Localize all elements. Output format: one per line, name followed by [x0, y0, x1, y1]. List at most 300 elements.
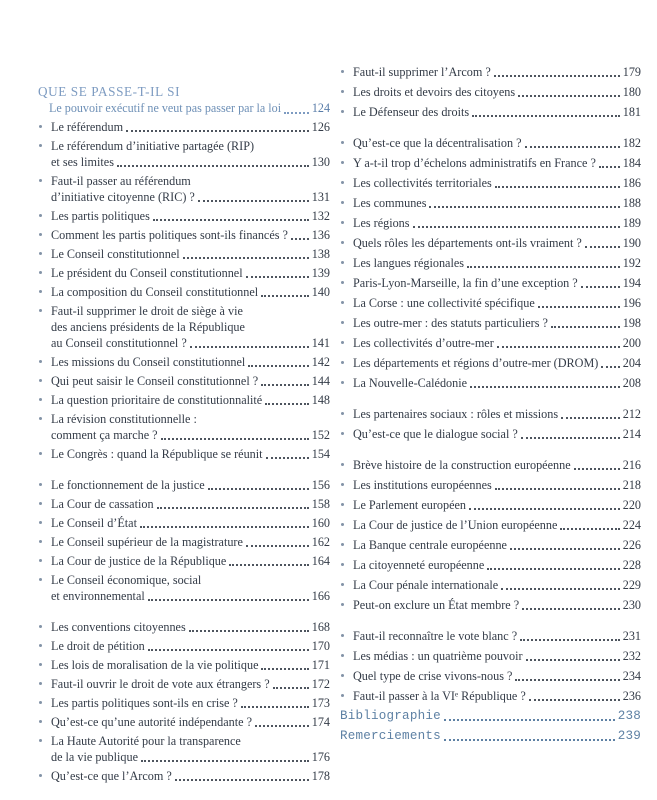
entry-title: Le Congrès : quand la République se réunit: [51, 447, 263, 461]
dot-leader: [515, 679, 619, 681]
toc-entry: [38, 572, 330, 604]
toc-column-right: [340, 0, 641, 748]
dot-leader: [601, 366, 619, 368]
toc-entry: [38, 354, 330, 370]
entry-page-number: 184: [622, 156, 641, 170]
dot-leader: [241, 706, 309, 708]
entry-title: Les institutions européennes: [353, 478, 492, 492]
bullet-icon: [341, 432, 344, 435]
dot-leader: [255, 725, 309, 727]
entry-page-number: 152: [311, 428, 330, 442]
entry-page-number: 136: [311, 228, 330, 242]
bullet-icon: [39, 644, 42, 647]
toc-entry: [38, 173, 330, 205]
bullet-icon: [39, 502, 42, 505]
entry-page-number: 178: [311, 769, 330, 783]
entry-page-number: 124: [311, 101, 330, 115]
bullet-icon: [39, 452, 42, 455]
toc-entry: [340, 688, 641, 704]
bullet-icon: [39, 290, 42, 293]
entry-title: comment ça marche ?: [51, 428, 158, 442]
dot-leader: [246, 276, 309, 278]
bullet-icon: [341, 301, 344, 304]
bullet-icon: [39, 309, 42, 312]
entry-page-number: 168: [311, 620, 330, 634]
entry-page-number: 139: [311, 266, 330, 280]
bullet-icon: [39, 179, 42, 182]
entry-page-number: 160: [311, 516, 330, 530]
dot-leader: [495, 186, 620, 188]
entry-title: Le Conseil supérieur de la magistrature: [51, 535, 243, 549]
dot-leader: [265, 403, 309, 405]
entry-title: Les missions du Conseil constitutionnel: [51, 355, 246, 369]
bullet-icon: [341, 281, 344, 284]
entry-page-number: 171: [311, 658, 330, 672]
toc-entry: [340, 295, 641, 311]
toc-entry: [38, 619, 330, 635]
toc-entry: [340, 708, 641, 724]
dot-leader: [141, 760, 309, 762]
toc-entry: [340, 406, 641, 422]
toc-entry: [38, 303, 330, 351]
entry-title: Le Défenseur des droits: [353, 105, 470, 119]
bullet-icon: [341, 321, 344, 324]
dot-leader: [261, 295, 309, 297]
dot-leader: [261, 384, 309, 386]
dot-leader: [574, 468, 620, 470]
entry-page-number: 190: [622, 236, 641, 250]
entry-title-line: Le référendum d’initiative partagée (RIP): [51, 139, 255, 153]
entry-title: Les outre-mer : des statuts particuliers ?: [353, 316, 548, 330]
entry-page-number: 173: [311, 696, 330, 710]
entry-page-number: 154: [311, 447, 330, 461]
entry-title: d’initiative citoyenne (RIC) ?: [51, 190, 195, 204]
toc-entry: [38, 373, 330, 389]
dot-leader: [497, 346, 620, 348]
dot-leader: [246, 545, 309, 547]
entry-page-number: 170: [311, 639, 330, 653]
bullet-icon: [341, 241, 344, 244]
entry-title: Le président du Conseil constitutionnel: [51, 266, 243, 280]
entry-page-number: 158: [311, 497, 330, 511]
toc-entry: [38, 138, 330, 170]
entry-page-number: 192: [622, 256, 641, 270]
entry-title: Faut-il ouvrir le droit de vote aux étrangers ?: [51, 677, 270, 691]
bullet-icon: [39, 663, 42, 666]
bullet-icon: [341, 523, 344, 526]
entry-title: Les régions: [353, 216, 410, 230]
entry-page-number: 148: [311, 393, 330, 407]
entry-title: Les lois de moralisation de la vie politique: [51, 658, 259, 672]
toc-entry: [340, 175, 641, 191]
entry-page-number: 194: [622, 276, 641, 290]
dot-leader: [284, 112, 309, 114]
dot-leader: [148, 599, 309, 601]
toc-entry: [38, 714, 330, 730]
dot-leader: [518, 95, 620, 97]
entry-title-line: La Haute Autorité pour la transparence: [51, 734, 241, 748]
entry-page-number: 229: [622, 578, 641, 592]
dot-leader: [444, 719, 615, 721]
dot-leader: [126, 130, 309, 132]
dot-leader: [467, 266, 620, 268]
toc-entry: [38, 208, 330, 224]
bullet-icon: [341, 603, 344, 606]
dot-leader: [183, 257, 309, 259]
entry-title: de la vie publique: [51, 750, 138, 764]
toc-entry: [340, 355, 641, 371]
entry-page-number: 214: [622, 427, 641, 441]
entry-page-number: 239: [617, 729, 641, 743]
dot-leader: [140, 526, 309, 528]
toc-entry: [340, 577, 641, 593]
dot-leader: [487, 568, 619, 570]
entry-title: Faut-il passer à la VIᵉ République ?: [353, 689, 526, 703]
entry-page-number: 212: [622, 407, 641, 421]
entry-page-number: 144: [311, 374, 330, 388]
toc-entry: [340, 648, 641, 664]
entry-page-number: 162: [311, 535, 330, 549]
entry-page-number: 230: [622, 598, 641, 612]
dot-leader: [470, 386, 620, 388]
toc-entry: [38, 657, 330, 673]
bullet-icon: [39, 360, 42, 363]
bullet-icon: [341, 654, 344, 657]
entry-title: La composition du Conseil constitutionnel: [51, 285, 259, 299]
dot-leader: [510, 548, 620, 550]
entry-page-number: 130: [311, 155, 330, 169]
entry-title: au Conseil constitutionnel ?: [51, 336, 187, 350]
bullet-icon: [39, 739, 42, 742]
bullet-icon: [341, 634, 344, 637]
toc-entry: [340, 84, 641, 100]
dot-leader: [494, 75, 620, 77]
dot-leader: [560, 528, 619, 530]
entry-page-number: 132: [311, 209, 330, 223]
entry-page-number: 142: [311, 355, 330, 369]
toc-entry: [340, 557, 641, 573]
dot-leader: [261, 668, 308, 670]
toc-entry: [38, 119, 330, 135]
entry-page-number: 182: [622, 136, 641, 150]
dot-leader: [501, 588, 620, 590]
bullet-icon: [341, 90, 344, 93]
entry-title-line: des anciens présidents de la République: [51, 320, 245, 334]
dot-leader: [599, 166, 620, 168]
entry-page-number: 176: [311, 750, 330, 764]
toc-entry: [340, 275, 641, 291]
bullet-icon: [39, 578, 42, 581]
bullet-icon: [341, 110, 344, 113]
entry-page-number: 228: [622, 558, 641, 572]
entry-title-line: Faut-il passer au référendum: [51, 174, 191, 188]
entry-page-number: 204: [622, 356, 641, 370]
entry-title: et environnemental: [51, 589, 145, 603]
dot-leader: [117, 165, 309, 167]
entry-title: Quels rôles les départements ont-ils vraiment ?: [353, 236, 582, 250]
entry-page-number: 200: [622, 336, 641, 350]
toc-entry: [38, 733, 330, 765]
toc-entry: [38, 411, 330, 443]
entry-page-number: 164: [311, 554, 330, 568]
entry-title: La Cour de justice de l’Union européenne: [353, 518, 558, 532]
entry-page-number: 238: [617, 709, 641, 723]
toc-entry: [38, 553, 330, 569]
toc-entry: [340, 235, 641, 251]
toc-entry: [340, 195, 641, 211]
bullet-icon: [341, 161, 344, 164]
entry-title: Faut-il supprimer l’Arcom ?: [353, 65, 491, 79]
entry-title: Qu’est-ce que l’Arcom ?: [51, 769, 172, 783]
toc-entry: [38, 534, 330, 550]
toc-entry: [340, 426, 641, 442]
dot-leader: [248, 365, 308, 367]
entry-title: Les communes: [353, 196, 427, 210]
entry-title: La Banque centrale européenne: [353, 538, 507, 552]
toc-entry: [340, 335, 641, 351]
entry-page-number: 198: [622, 316, 641, 330]
toc-entry: [38, 695, 330, 711]
bullet-icon: [341, 221, 344, 224]
dot-leader: [229, 564, 308, 566]
bullet-icon: [341, 381, 344, 384]
entry-title: La Nouvelle-Calédonie: [353, 376, 468, 390]
dot-leader: [520, 639, 620, 641]
bullet-icon: [341, 563, 344, 566]
bullet-icon: [39, 379, 42, 382]
entry-title: La Cour pénale internationale: [353, 578, 499, 592]
entry-page-number: 196: [622, 296, 641, 310]
entry-page-number: 236: [622, 689, 641, 703]
entry-page-number: 231: [622, 629, 641, 643]
dot-leader: [521, 437, 620, 439]
dot-leader: [529, 699, 620, 701]
bullet-icon: [341, 463, 344, 466]
toc-entry: [38, 477, 330, 493]
bullet-icon: [341, 674, 344, 677]
entry-title: Le Conseil constitutionnel: [51, 247, 180, 261]
entry-title: Les départements et régions d’outre-mer (DROM): [353, 356, 599, 370]
toc-entry: [340, 728, 641, 744]
entry-page-number: 232: [622, 649, 641, 663]
dot-leader: [148, 649, 309, 651]
toc-entry: [38, 265, 330, 281]
entry-title: Y a-t-il trop d’échelons administratifs en France ?: [353, 156, 596, 170]
entry-page-number: 226: [622, 538, 641, 552]
entry-title: Brève histoire de la construction européenne: [353, 458, 571, 472]
bullet-icon: [341, 261, 344, 264]
entry-title: Les collectivités territoriales: [353, 176, 492, 190]
entry-title: Le droit de pétition: [51, 639, 145, 653]
dot-leader: [538, 306, 620, 308]
dot-leader: [157, 507, 309, 509]
bullet-icon: [341, 412, 344, 415]
toc-entry: [340, 104, 641, 120]
dot-leader: [190, 346, 309, 348]
entry-page-number: 186: [622, 176, 641, 190]
entry-title-line: QUE SE PASSE-T-IL SI: [38, 84, 181, 99]
bullet-icon: [39, 233, 42, 236]
toc-entry: [38, 284, 330, 300]
toc-entry: [340, 477, 641, 493]
bullet-icon: [341, 503, 344, 506]
bullet-icon: [39, 625, 42, 628]
toc-entry: [38, 392, 330, 408]
dot-leader: [175, 779, 309, 781]
dot-leader: [291, 238, 309, 240]
bullet-icon: [39, 483, 42, 486]
dot-leader: [266, 457, 309, 459]
toc-entry: [38, 246, 330, 262]
dot-leader: [585, 246, 620, 248]
entry-page-number: 172: [311, 677, 330, 691]
entry-title: Remerciements: [340, 729, 441, 743]
entry-title: Les collectivités d’outre-mer: [353, 336, 494, 350]
entry-page-number: 174: [311, 715, 330, 729]
toc-column-left: [38, 0, 330, 787]
entry-title: Bibliographie: [340, 709, 441, 723]
bullet-icon: [39, 559, 42, 562]
toc-entry: [340, 457, 641, 473]
bullet-icon: [341, 181, 344, 184]
entry-page-number: 141: [311, 336, 330, 350]
toc-entry: [340, 597, 641, 613]
entry-title: Peut-on exclure un État membre ?: [353, 598, 520, 612]
dot-leader: [522, 608, 620, 610]
toc-entry: [340, 64, 641, 80]
entry-title: Les partis politiques sont-ils en crise ?: [51, 696, 238, 710]
entry-page-number: 156: [311, 478, 330, 492]
dot-leader: [581, 286, 620, 288]
entry-title: Le Conseil d’État: [51, 516, 137, 530]
toc-entry: [340, 255, 641, 271]
entry-page-number: 218: [622, 478, 641, 492]
entry-title: Le fonctionnement de la justice: [51, 478, 205, 492]
bullet-icon: [341, 483, 344, 486]
bullet-icon: [39, 521, 42, 524]
dot-leader: [444, 739, 615, 741]
dot-leader: [525, 146, 620, 148]
toc-entry: [38, 496, 330, 512]
entry-title: Les partenaires sociaux : rôles et missions: [353, 407, 559, 421]
entry-page-number: 189: [622, 216, 641, 230]
bullet-icon: [39, 720, 42, 723]
bullet-icon: [39, 540, 42, 543]
toc-entry: [38, 515, 330, 531]
toc-entry: [340, 215, 641, 231]
bullet-icon: [39, 417, 42, 420]
entry-title: Les droits et devoirs des citoyens: [353, 85, 516, 99]
bullet-icon: [341, 341, 344, 344]
entry-title: La Cour de cassation: [51, 497, 154, 511]
entry-title: Qu’est-ce qu’une autorité indépendante ?: [51, 715, 253, 729]
entry-title: Qui peut saisir le Conseil constitutionnel ?: [51, 374, 259, 388]
entry-title: La question prioritaire de constitutionnalité: [51, 393, 263, 407]
entry-title-line: Faut-il supprimer le droit de siège à vie: [51, 304, 243, 318]
entry-title: Les partis politiques: [51, 209, 150, 223]
dot-leader: [161, 438, 309, 440]
bullet-icon: [341, 70, 344, 73]
dot-leader: [198, 200, 309, 202]
entry-page-number: 224: [622, 518, 641, 532]
entry-page-number: 216: [622, 458, 641, 472]
bullet-icon: [341, 583, 344, 586]
entry-title: Le référendum: [51, 120, 124, 134]
dot-leader: [413, 226, 620, 228]
entry-title: Les conventions citoyennes: [51, 620, 186, 634]
dot-leader: [495, 488, 620, 490]
dot-leader: [429, 206, 619, 208]
entry-title-line: La révision constitutionnelle :: [51, 412, 197, 426]
toc-entry: [340, 668, 641, 684]
toc-entry: [340, 375, 641, 391]
entry-title: Qu’est-ce que le dialogue social ?: [353, 427, 518, 441]
entry-title: Le pouvoir exécutif ne veut pas passer par la loi: [49, 101, 282, 115]
dot-leader: [561, 417, 620, 419]
entry-page-number: 180: [622, 85, 641, 99]
toc-entry: [38, 84, 330, 116]
entry-title: Quel type de crise vivons-nous ?: [353, 669, 513, 683]
entry-title: La Corse : une collectivité spécifique: [353, 296, 535, 310]
bullet-icon: [341, 361, 344, 364]
bullet-icon: [341, 543, 344, 546]
toc-entry: [340, 497, 641, 513]
dot-leader: [551, 326, 620, 328]
entry-page-number: 126: [311, 120, 330, 134]
entry-title: Les médias : un quatrième pouvoir: [353, 649, 523, 663]
entry-title: Les langues régionales: [353, 256, 465, 270]
toc-entry: [38, 768, 330, 784]
entry-page-number: 220: [622, 498, 641, 512]
bullet-icon: [341, 694, 344, 697]
dot-leader: [472, 115, 620, 117]
dot-leader: [526, 659, 620, 661]
dot-leader: [189, 630, 309, 632]
toc-entry: [340, 517, 641, 533]
entry-title: La Cour de justice de la République: [51, 554, 227, 568]
dot-leader: [273, 687, 309, 689]
entry-page-number: 234: [622, 669, 641, 683]
entry-title: Qu’est-ce que la décentralisation ?: [353, 136, 522, 150]
toc-entry: [38, 676, 330, 692]
entry-page-number: 188: [622, 196, 641, 210]
toc-entry: [340, 155, 641, 171]
entry-page-number: 181: [622, 105, 641, 119]
bullet-icon: [39, 125, 42, 128]
bullet-icon: [39, 214, 42, 217]
bullet-icon: [341, 201, 344, 204]
toc-entry: [38, 446, 330, 462]
bullet-icon: [39, 701, 42, 704]
entry-page-number: 138: [311, 247, 330, 261]
toc-entry: [38, 227, 330, 243]
dot-leader: [208, 488, 309, 490]
toc-entry: [340, 537, 641, 553]
entry-title: et ses limites: [51, 155, 114, 169]
entry-title: Faut-il reconnaître le vote blanc ?: [353, 629, 518, 643]
bullet-icon: [341, 141, 344, 144]
entry-page-number: 208: [622, 376, 641, 390]
dot-leader: [153, 219, 309, 221]
entry-title: Comment les partis politiques sont-ils financés ?: [51, 228, 288, 242]
dot-leader: [469, 508, 620, 510]
bullet-icon: [39, 252, 42, 255]
toc-entry: [340, 628, 641, 644]
entry-page-number: 131: [311, 190, 330, 204]
bullet-icon: [39, 271, 42, 274]
entry-page-number: 166: [311, 589, 330, 603]
toc-entry: [340, 315, 641, 331]
